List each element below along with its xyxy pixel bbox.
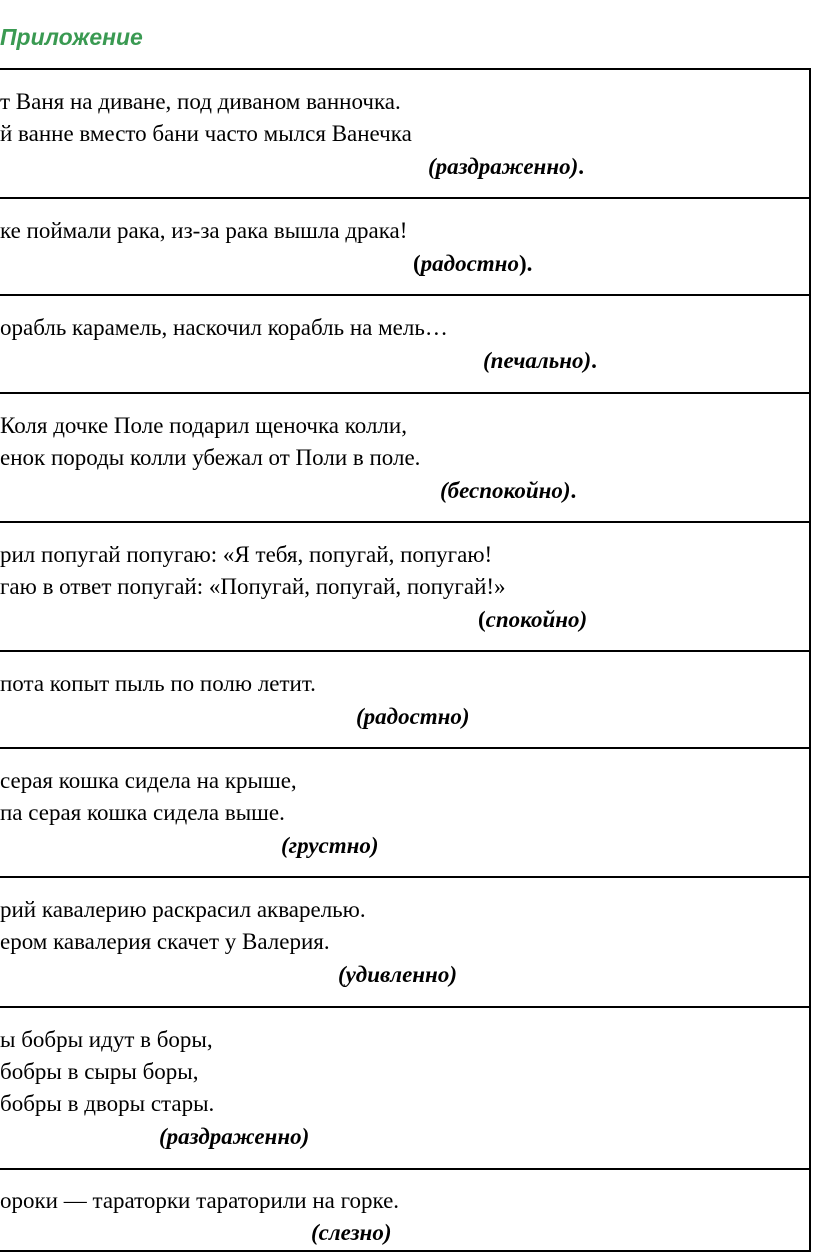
table-row [0, 394, 809, 523]
verse-line: ы бобры идут в боры, [0, 1027, 213, 1052]
verse-line: гаю в ответ попугай: «Попугай, попугай, попугай!» [0, 574, 506, 599]
page-heading: Приложение [0, 24, 143, 50]
tongue-twister-table [0, 68, 811, 1252]
table-row [0, 1008, 809, 1170]
verse-line: Коля дочке Поле подарил щеночка колли, [0, 413, 407, 438]
verse-line: ороки — тараторки тараторили на горке. [0, 1188, 400, 1213]
verse-line: й ванне вместо бани часто мылся Ванечка [0, 121, 412, 146]
intonation-note: (спокойно) [478, 607, 588, 632]
verse-line: рил попугай попугаю: «Я тебя, попугай, попугаю! [0, 542, 493, 567]
table-row [0, 652, 809, 749]
table-row [0, 296, 809, 394]
intonation-note: (раздраженно). [428, 154, 584, 179]
intonation-note: (беспокойно). [440, 478, 577, 503]
intonation-note: (удивленно) [338, 962, 457, 987]
verse-line: серая кошка сидела на крыше, [0, 768, 297, 793]
intonation-note: (раздраженно) [159, 1124, 310, 1149]
verse-line: т Ваня на диване, под диваном ванночка. [0, 89, 401, 114]
table-row [0, 523, 809, 652]
intonation-note: (радостно) [356, 704, 470, 729]
intonation-note: (радостно). [413, 251, 533, 276]
verse-line: бобры в дворы стары. [0, 1091, 215, 1116]
verse-line: рий кавалерию раскрасил акварелью. [0, 897, 366, 922]
verse-line: ером кавалерия скачет у Валерия. [0, 929, 330, 954]
intonation-note: (грустно) [281, 833, 379, 858]
verse-line: орабль карамель, наскочил корабль на мель… [0, 315, 448, 340]
verse-line: ке поймали рака, из-за рака вышла драка! [0, 218, 408, 243]
intonation-note: (слезно) [311, 1220, 392, 1245]
verse-line: па серая кошка сидела выше. [0, 800, 285, 825]
verse-line: бобры в сыры боры, [0, 1059, 199, 1084]
verse-line: енок породы колли убежал от Поли в поле. [0, 445, 421, 470]
intonation-note: (печально). [483, 348, 597, 373]
table-row [0, 199, 809, 296]
table-row [0, 1170, 809, 1252]
table-row [0, 878, 809, 1008]
verse-line: пота копыт пыль по полю летит. [0, 671, 316, 696]
table-row [0, 70, 809, 199]
table-row [0, 749, 809, 878]
